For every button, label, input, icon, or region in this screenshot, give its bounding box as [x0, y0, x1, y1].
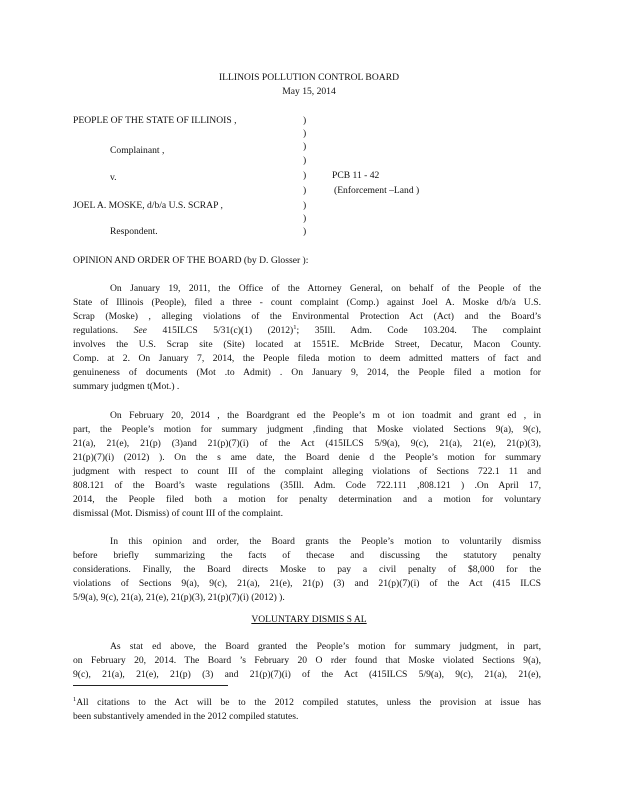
paragraph-line: 21(a), 21(e), 21(p) (3)and 21(p)(7)(i) of the Act (415ILCS 5/9(a), 9(c), 21(a), 21(e), 21(p)(3), — [73, 438, 541, 449]
caption-paren: ) — [303, 128, 307, 139]
caption-paren: ) — [303, 226, 307, 237]
opinion-heading: OPINION AND ORDER OF THE BOARD (by D. Glosser ): — [73, 255, 309, 266]
paragraph-line: In this opinion and order, the Board grants the People’s motion to voluntarily dismiss — [110, 536, 541, 547]
section-heading: VOLUNTARY DISMIS S AL — [251, 614, 367, 625]
footnote-ref: 1 — [293, 323, 297, 331]
paragraph-line: part, the People’s motion for summary judgment ,finding that Moske violated Sections 9(a), 9(c), — [73, 424, 541, 435]
complainant-label: Complainant , — [110, 145, 165, 156]
paragraph-line: Comp. at 2. On January 7, 2014, the People fileda motion to deem admitted matters of fact and — [73, 353, 541, 364]
paragraph-line: dismissal (Mot. Dismiss) of count III of the complaint. — [73, 508, 283, 519]
footnote-rule — [73, 685, 228, 686]
paragraph-line: 9(c), 21(a), 21(e), 21(p) (3) and 21(p)(7)(i) of the Act (415ILCS 5/9(a), 9(c), 21(a), 21(e), — [73, 669, 541, 680]
code-cite: ; 35Ill. Adm. Code 103.204. The complaint — [296, 325, 541, 336]
paragraph-line: judgment with respect to count III of the complaint alleging violations of Sections 722.1 11 and — [73, 466, 541, 477]
respondent-label: Respondent. — [110, 226, 158, 237]
see-signal: See — [133, 325, 147, 336]
paragraph-line: 808.121 of the Board’s waste regulations (35Ill. Adm. Code 722.111 ,808.121 ) .On April 17, — [73, 480, 541, 491]
paragraph-line: As stat ed above, the Board granted the People’s motion for summary judgment, in part, — [110, 641, 541, 652]
caption-paren: ) — [303, 200, 307, 211]
paragraph-line: before briefly summarizing the facts of thecase and discussing the statutory penalty — [73, 550, 541, 561]
case-type: (Enforcement –Land ) — [334, 185, 420, 196]
paragraph-line: summary judgmen t(Mot.) . — [73, 381, 180, 392]
regulations-word: regulations. — [73, 325, 119, 336]
paragraph-line — [73, 325, 541, 337]
paragraph-line: genuineness of documents (Mot .to Admit) . On January 9, 2014, the People filed a motion for — [73, 367, 541, 378]
paragraph-line: violations of Sections 9(a), 9(c), 21(a), 21(e), 21(p) (3) and 21(p)(7)(i) of the Act (415 ILCS — [73, 578, 541, 589]
footnote-marker: 1 — [73, 695, 77, 703]
statute-cite: 415ILCS 5/31(c)(1) (2012) — [162, 325, 294, 336]
paragraph-line: 5/9(a), 9(c), 21(a), 21(e), 21(p)(3), 21(p)(7)(i) (2012) ). — [73, 592, 285, 603]
defendant-name: JOEL A. MOSKE, d/b/a U.S. SCRAP , — [73, 200, 223, 211]
versus-label: v. — [110, 172, 117, 183]
paragraph-line: 2014, the People filed both a motion for penalty determination and a motion for voluntary — [73, 494, 541, 505]
caption-paren: ) — [303, 141, 307, 152]
caption-paren: ) — [303, 155, 307, 166]
decision-date: May 15, 2014 — [282, 86, 336, 97]
paragraph-line: 21(p)(7)(i) (2012) ). On the s ame date, the Board denie d the People’s motion for summary — [73, 452, 541, 463]
case-number: PCB 11 - 42 — [332, 170, 380, 181]
paragraph-line: involves the U.S. Scrap site (Site) located at 1551E. McBride Street, Decatur, Macon County. — [73, 339, 541, 350]
caption-paren: ) — [303, 185, 307, 196]
plaintiff-name: PEOPLE OF THE STATE OF ILLINOIS , — [73, 115, 237, 126]
paragraph-line: Scrap (Moske) , alleging violations of the Environmental Protection Act (Act) and the Board’s — [73, 311, 541, 322]
paragraph-line: considerations. Finally, the Board directs Moske to pay a civil penalty of $8,000 for the — [73, 564, 541, 575]
caption-paren: ) — [303, 170, 307, 181]
paragraph-line: on February 20, 2014. The Board ’s February 20 O rder found that Moske violated Sections 9(a), — [73, 655, 541, 666]
paragraph-line: On February 20, 2014 , the Boardgrant ed the People’s m ot ion toadmit and grant ed , in — [110, 410, 541, 421]
footnote-line: been substantively amended in the 2012 compiled statutes. — [73, 711, 299, 722]
board-name: ILLINOIS POLLUTION CONTROL BOARD — [218, 72, 400, 83]
footnote-text: All citations to the Act will be to the 2012 compiled statutes, unless the provision at issue has — [76, 697, 541, 708]
paragraph-line: State of Illinois (People), filed a three - count complaint (Comp.) against Joel A. Moske d/b/a U.S. — [73, 297, 541, 308]
paragraph-line: On January 19, 2011, the Office of the Attorney General, on behalf of the People of the — [110, 283, 541, 294]
caption-paren: ) — [303, 115, 307, 126]
caption-paren: ) — [303, 213, 307, 224]
footnote-line — [73, 697, 541, 709]
